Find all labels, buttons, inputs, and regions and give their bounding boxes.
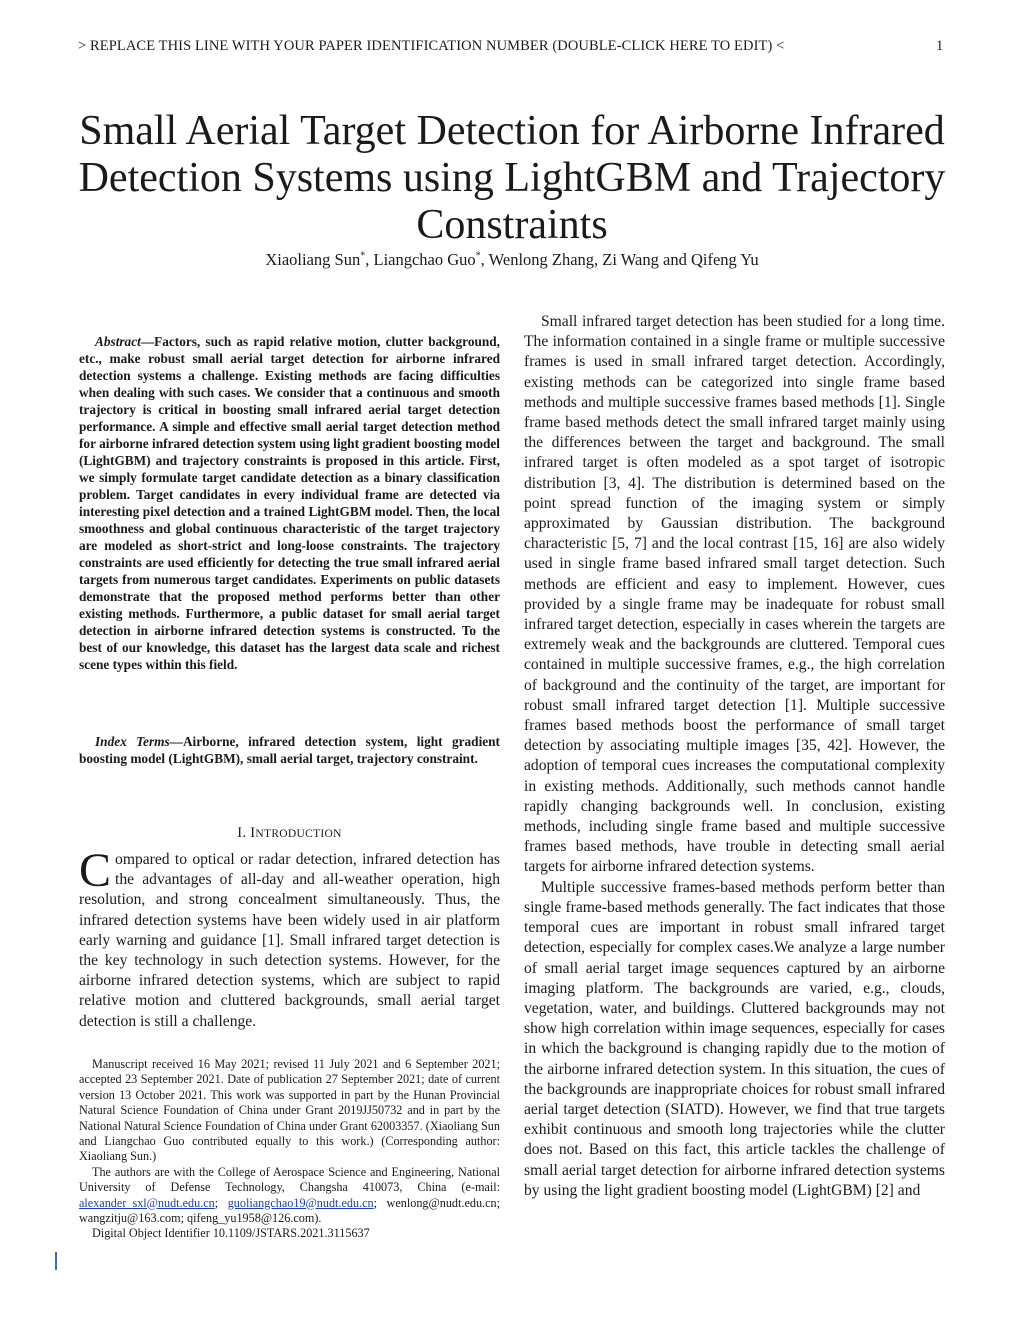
edit-cursor-marker [55, 1252, 57, 1270]
paragraph-background: Small infrared target detection has been studied for a long time. The information contained in a single frame or multiple successive frames is used in small infrared target detection. Accordingly, existing methods can be categorized into single frame based methods and multiple successive frames based methods [1]. Single frame based methods detect the small infrared target mainly using the differences between the target and background. The small infrared target is often modeled as a spot target of isotropic distribution [3, 4]. The distribution is determined based on the point spread function of the imaging system or simply approximated by Gaussian distribution. The background characteristic [5, 7] and the local contrast [15, 16] are also widely used in single frame based infrared small target detection. Such methods are efficient and easy to implement. However, cues provided by a single frame may be inadequate for robust small infrared target detection, especially in cases wherein the targets are extremely weak and the backgrounds are cluttered. Temporal cues contained in multiple successive frames, e.g., the high correlation of background and the continuity of the target, are important for robust small infrared target detection [1]. Multiple successive frames based methods boost the performance of small target detection by associating multiple images [35, 42]. However, the adoption of temporal cues increases the computational complexity in existing methods. Additionally, such methods cannot handle rapidly changing backgrounds well. In conclusion, existing methods, including single frame based and multiple successive frames based methods, have trouble in detecting small aerial targets for airborne infrared detection systems. [524, 313, 945, 876]
section-heading-introduction [79, 825, 500, 842]
email-separator: ; [214, 1195, 228, 1210]
index-terms-dash: — [169, 734, 183, 749]
equal-contribution-mark-1: * [360, 250, 366, 262]
author-2: Liangchao Guo [373, 250, 476, 269]
section-title-smallcaps: NTRODUCTION [255, 828, 342, 840]
right-column-text [524, 312, 945, 1201]
paper-id-header: > REPLACE THIS LINE WITH YOUR PAPER IDENTIFICATION NUMBER (DOUBLE-CLICK HERE TO EDIT) < [78, 38, 785, 54]
paper-title: Small Aerial Target Detection for Airborne Infrared Detection Systems using LightGBM and Trajectory Constraints [78, 108, 946, 248]
email-link-1[interactable]: alexander_sxl@nudt.edu.cn [79, 1195, 215, 1210]
introduction-text: ompared to optical or radar detection, infrared detection has the advantages of all-day and all-weather operation, high resolution, and strong concealment simultaneously. Thus, the infrared detection systems have been widely used in air platform early warning and guidance [1]. Small infrared target detection is the key technology in such detection systems. However, for the airborne infrared detection systems, which are subject to rapid relative motion and cluttered backgrounds, small aerial target detection is still a challenge. [79, 851, 500, 1030]
author-1: Xiaoliang Sun [265, 250, 361, 269]
index-terms-label: Index Terms [95, 734, 170, 749]
index-terms-block [79, 733, 500, 767]
paragraph-motivation: Multiple successive frames-based methods perform better than single frame-based methods generally. The fact indicates that those temporal cues are important in robust small infrared target detection, especially for complex cases.We analyze a large number of small aerial target image sequences captured by an airborne imaging platform. The backgrounds are varied, e.g., clouds, vegetation, water, and buildings. Cluttered backgrounds may not show high correlation within image sequences, especially for cases in which the background is changing rapidly due to the motion of the airborne infrared detection system. In this situation, the cues of the backgrounds are inappropriate choices for robust small infrared aerial target detection (SIATD). However, we find that true targets exhibit continuous and smooth long trajectories while the clutter does not. Based on this fact, this article tackles the challenge of small aerial target detection for airborne infrared detection systems by using the light gradient boosting model (LightGBM) [2] and [524, 878, 945, 1199]
abstract-dash: — [140, 334, 155, 349]
affiliation-text: The authors are with the College of Aerospace Science and Engineering, National University of Defense Technology, Changsha 410073, China (e-mail: [79, 1164, 500, 1195]
email-link-2[interactable]: guoliangchao19@nudt.edu.cn [227, 1195, 374, 1210]
author-separator: , [365, 250, 374, 269]
introduction-paragraph [79, 844, 500, 1032]
footnote-block [79, 1057, 500, 1242]
page-number: 1 [936, 38, 944, 54]
other-authors: , Wenlong Zhang, Zi Wang and Qifeng Yu [480, 250, 759, 269]
footnote-doi: Digital Object Identifier 10.1109/JSTARS.2021.3115637 [92, 1226, 370, 1241]
equal-contribution-mark-2: * [475, 250, 481, 262]
footnote-manuscript-info: Manuscript received 16 May 2021; revised 11 July 2021 and 6 September 2021; accepted 23 September 2021. Date of publication 27 September 2021; date of current version 13 October 2021. This work was supported in part by the Hunan Provincial Natural Science Foundation of China under Grant 2019JJ50732 and in part by the National Natural Science Foundation of China under Grant 62003357. (Xiaoliang Sun and Liangchao Guo contributed equally to this work.) (Corresponding author: Xiaoliang Sun.) [79, 1057, 500, 1164]
index-terms-text: Airborne, infrared detection system, light gradient boosting model (LightGBM), small aerial target, trajectory constraint. [79, 734, 500, 766]
abstract-block [79, 333, 500, 673]
section-number: I. [237, 825, 247, 841]
abstract-label: Abstract [95, 334, 141, 349]
drop-cap-letter: C [79, 844, 112, 897]
section-initial: I [250, 825, 256, 841]
footnote-affiliation [79, 1165, 500, 1227]
author-list [60, 250, 964, 270]
abstract-text: Factors, such as rapid relative motion, clutter background, etc., make robust small aerial target detection for airborne infrared detection systems a challenge. Existing methods are facing difficulties when dealing with such cases. We consider that a continuous and smooth trajectory is critical in boosting small infrared aerial target detection performance. A simple and effective small aerial target detection method for airborne infrared detection system using light gradient boosting model (LightGBM) and trajectory constraints is proposed in this article. First, we simply formulate target candidate detection as a binary classification problem. Target candidates in every individual frame are detected via interesting pixel detection and a trained LightGBM model. Then, the local smoothness and global continuous characteristic of the target trajectory are modeled as short-strict and long-loose constraints. The trajectory constraints are used efficiently for detecting the true small infrared aerial targets from numerous target candidates. Experiments on public datasets demonstrate that the proposed method performs better than other existing methods. Furthermore, a public dataset for small aerial target detection in airborne infrared detection systems is constructed. To the best of our knowledge, this dataset has the largest data scale and richest scene types within this field. [79, 334, 500, 672]
affiliation-emails-rest: ; wenlong@nudt.edu.cn; wangzitju@163.com; qifeng_yu1958@126.com). [79, 1195, 500, 1226]
